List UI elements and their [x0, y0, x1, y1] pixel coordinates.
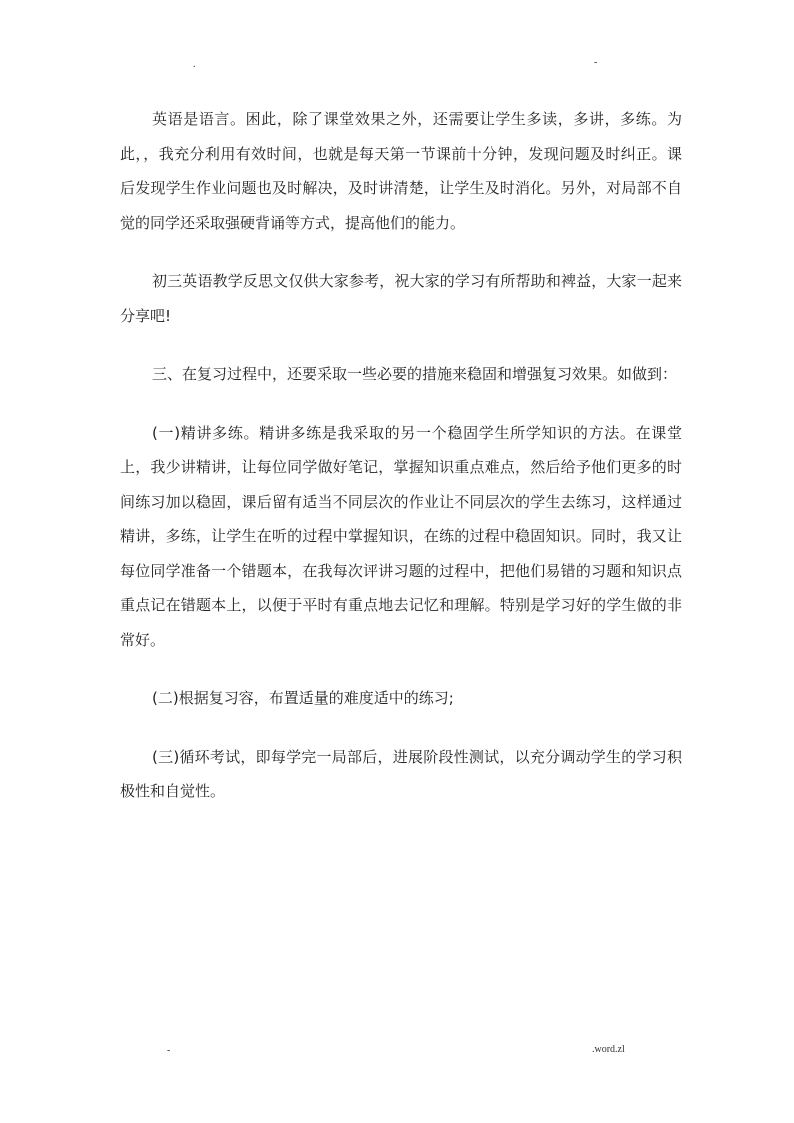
- paragraph-reflection-note: 初三英语教学反思文仅供大家参考，祝大家的学习有所帮助和裨益，大家一起来分享吧!: [120, 272, 682, 325]
- footer-left-mark: -: [167, 1045, 171, 1056]
- paragraph-english-practice: 英语是语言。困此，除了课堂效果之外，还需要让学生多读，多讲，多练。为此，，我充分利用有效时间，也就是每天第一节课前十分钟，发现问题及时纠正。课后发现学生作业问题也及时解决，及时讲清楚，让学生及时消化。另外，对局部不自觉的同学还采取强硬背诵等方式，提高他们的能力。: [120, 110, 682, 232]
- header-left-mark: .: [193, 59, 196, 70]
- paragraph-section-three: 三、在复习过程中，还要采取一些必要的措施来稳固和增强复习效果。如做到：: [152, 365, 678, 383]
- paragraph-item-three: (三)循环考试，即每学完一局部后，进展阶段性测试，以充分调动学生的学习积极性和自觉性。: [120, 747, 682, 800]
- document-body: [120, 102, 682, 809]
- footer-right-mark: .word.zl: [592, 1044, 625, 1055]
- header-right-mark: -: [594, 57, 598, 68]
- paragraph-item-two: (二)根据复习容，布置适量的难度适中的练习;: [152, 689, 454, 707]
- paragraph-item-one: (一)精讲多练。精讲多练是我采取的另一个稳固学生所学知识的方法。在课堂上，我少讲精讲，让每位同学做好笔记，掌握知识重点难点，然后给予他们更多的时间练习加以稳固，课后留有适当不同层次的作业让不同层次的学生去练习，这样通过精讲，多练，让学生在听的过程中掌握知识，在练的过程中稳固知识。同时，我又让每位同学准备一个错题本，在我每次评讲习题的过程中，把他们易错的习题和知识点重点记在错题本上，以便于平时有重点地去记忆和理解。特别是学习好的学生做的非常好。: [120, 423, 682, 649]
